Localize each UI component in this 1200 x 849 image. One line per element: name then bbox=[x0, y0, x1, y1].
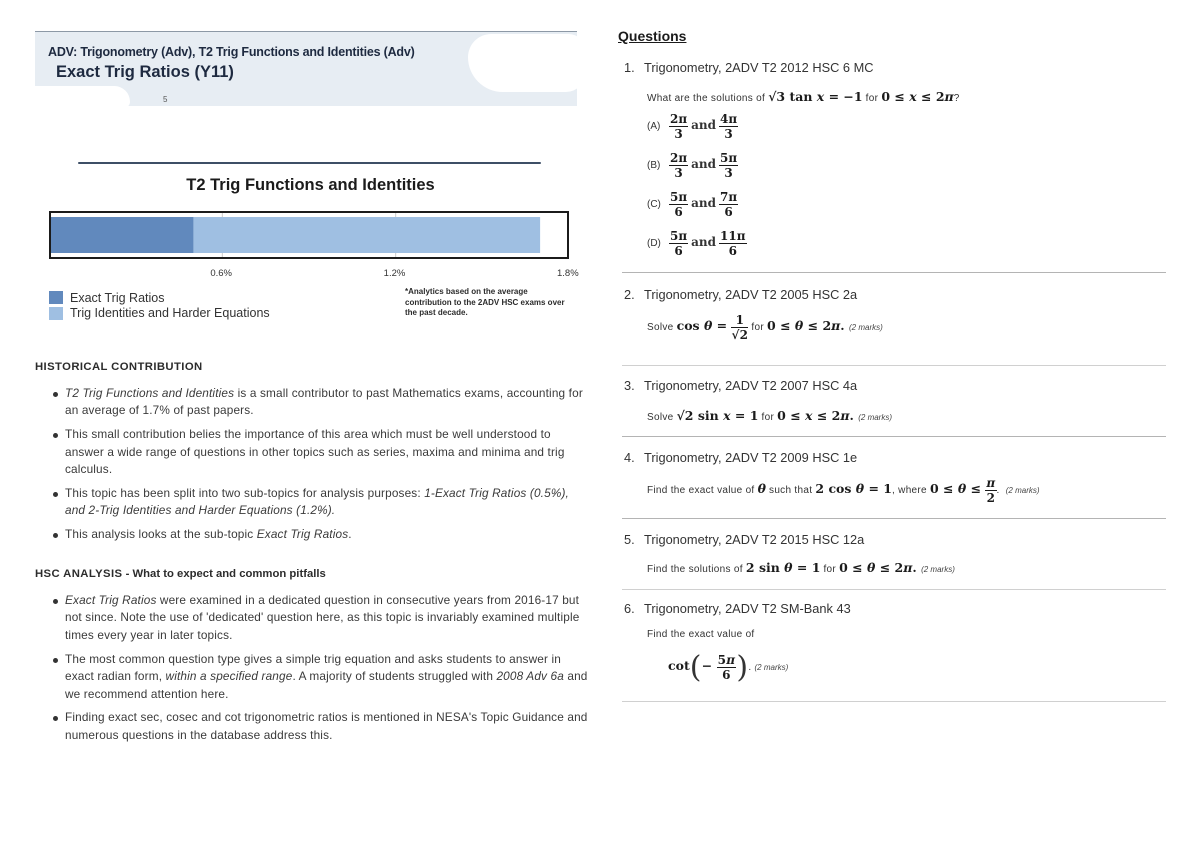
question-title: Trigonometry, 2ADV T2 2015 HSC 12a bbox=[644, 532, 865, 547]
option-label: (D) bbox=[647, 238, 661, 250]
option-b[interactable] bbox=[647, 151, 738, 180]
and-word: and bbox=[691, 118, 717, 133]
hsc-heading-label: HSC ANALYSIS bbox=[35, 568, 123, 580]
question-divider bbox=[622, 589, 1166, 590]
legend-label: Trig Identities and Harder Equations bbox=[70, 306, 270, 321]
marks-label: (2 marks) bbox=[754, 663, 789, 673]
list-item bbox=[35, 526, 590, 543]
numerator: 2π bbox=[670, 112, 688, 126]
question-text: Find the exact value of bbox=[647, 485, 758, 497]
fraction bbox=[669, 190, 688, 219]
legend-item bbox=[49, 306, 270, 322]
chart-legend bbox=[49, 290, 270, 321]
denominator: 3 bbox=[674, 166, 683, 180]
fraction bbox=[985, 476, 996, 505]
question-divider bbox=[622, 701, 1166, 702]
math-expression: θ bbox=[757, 481, 766, 497]
list-item-text: . A majority of students struggled with bbox=[292, 669, 497, 684]
question-text: for bbox=[862, 93, 882, 104]
option-label: (C) bbox=[647, 199, 661, 211]
option-a[interactable] bbox=[647, 112, 738, 141]
math-expression: 0 ≤ θ ≤ 2π. bbox=[767, 318, 850, 334]
numerator: 1 bbox=[731, 313, 748, 328]
header-sub-mark: 5 bbox=[163, 95, 168, 104]
question-divider bbox=[622, 365, 1166, 366]
list-item-text: The most common question type gives a simple trig equation and asks students to answer in exact radian form, bbox=[65, 651, 561, 684]
question-number: 2. bbox=[624, 287, 635, 302]
option-d[interactable] bbox=[647, 229, 747, 258]
question-text: Solve bbox=[647, 412, 677, 423]
denominator: √2 bbox=[731, 328, 749, 342]
chart-frame bbox=[49, 211, 569, 259]
question-number: 4. bbox=[624, 450, 635, 465]
redaction-blob-left bbox=[35, 86, 130, 108]
numerator: 7π bbox=[720, 190, 738, 204]
redaction-blob bbox=[468, 34, 586, 92]
chart-tick-label: 1.8% bbox=[557, 268, 579, 279]
denominator: 3 bbox=[724, 127, 733, 141]
list-item-text: This analysis looks at the sub-topic bbox=[65, 527, 257, 542]
legend-swatch bbox=[49, 307, 63, 320]
fraction bbox=[719, 229, 746, 258]
question-title: Trigonometry, 2ADV T2 SM-Bank 43 bbox=[644, 601, 851, 616]
close-paren: ) bbox=[736, 650, 749, 685]
question-text: ? bbox=[953, 93, 960, 104]
question-3-text bbox=[647, 408, 892, 423]
math-expression: √3 tan x = −1 bbox=[768, 89, 863, 104]
math-expression: 0 ≤ x ≤ 2π. bbox=[777, 408, 859, 423]
list-item-text: were examined in a dedicated question in consecutive years from 2016-17 but not since. Note the use of 'dedicated' question here, as this topic is invariably examined multiple times every year in later topics. bbox=[65, 593, 580, 642]
numerator: 2π bbox=[670, 151, 688, 165]
denominator: 3 bbox=[674, 127, 683, 141]
math-expression: 0 ≤ θ ≤ 2π. bbox=[839, 560, 922, 575]
fraction bbox=[719, 112, 738, 141]
question-text: for bbox=[758, 412, 778, 423]
question-text: for bbox=[820, 564, 840, 575]
question-6-expression: cot(− $\frac{5\pi}{6}$ ). (2 marks) bbox=[668, 650, 789, 685]
list-item bbox=[35, 426, 590, 478]
topic-name: T2 Trig Functions and Identities bbox=[65, 386, 235, 400]
numerator: π bbox=[986, 476, 996, 490]
math-expression: 0 ≤ x ≤ 2π bbox=[881, 89, 954, 104]
list-item-text: Finding exact sec, cosec and cot trigonometric ratios is mentioned in NESA's Topic Guidance and numerous questions in the database address this. bbox=[65, 710, 588, 742]
numerator: 11π bbox=[720, 229, 746, 243]
math-expression: cos θ = bbox=[676, 318, 732, 334]
question-text: such that bbox=[765, 485, 816, 497]
page-title: Exact Trig Ratios (Y11) bbox=[56, 63, 234, 81]
fraction bbox=[719, 190, 738, 219]
question-2-text bbox=[647, 313, 883, 342]
question-text: What are the solutions of bbox=[647, 93, 769, 104]
subtopic-name: Exact Trig Ratios bbox=[65, 593, 157, 607]
header-top-rule bbox=[35, 31, 577, 32]
and-word: and bbox=[691, 157, 717, 172]
math-expression: 0 ≤ θ ≤ bbox=[930, 481, 986, 497]
option-label: (B) bbox=[647, 160, 661, 172]
questions-heading[interactable]: Questions bbox=[618, 28, 687, 44]
question-divider bbox=[622, 272, 1166, 273]
denominator: 2 bbox=[986, 491, 996, 505]
math-expression: 2 sin θ = 1 bbox=[745, 560, 821, 575]
numerator: 5π bbox=[717, 653, 736, 667]
option-c[interactable] bbox=[647, 190, 738, 219]
fraction bbox=[669, 229, 688, 258]
hsc-heading bbox=[35, 568, 326, 580]
numerator: 5π bbox=[720, 151, 738, 165]
section-divider bbox=[78, 162, 541, 164]
list-item bbox=[35, 592, 590, 644]
list-item bbox=[35, 709, 590, 744]
list-item-text: This small contribution belies the importance of this area which must be well understood to answer a wide range of questions in other topics such as series, maxima and minima and trig calculus. bbox=[65, 427, 565, 477]
list-item bbox=[35, 385, 590, 420]
question-text: Solve bbox=[647, 322, 677, 334]
math-expression: √2 sin x = 1 bbox=[676, 408, 759, 423]
question-5-text bbox=[647, 560, 955, 575]
question-6-title[interactable] bbox=[624, 601, 851, 616]
question-1-text bbox=[647, 89, 960, 104]
denominator: 6 bbox=[724, 205, 733, 219]
fraction bbox=[719, 151, 738, 180]
subtopic-breakdown: 1-Exact Trig Ratios (0.5%), and 2-Trig Identities and Harder Equations (1.2%). bbox=[65, 486, 569, 518]
question-number: 6. bbox=[624, 601, 635, 616]
chart-title: T2 Trig Functions and Identities bbox=[186, 176, 435, 194]
question-3-title[interactable] bbox=[624, 378, 857, 393]
denominator: 6 bbox=[674, 244, 683, 258]
list-item-text: and we recommend attention here. bbox=[65, 669, 588, 701]
question-2-title[interactable] bbox=[624, 287, 857, 302]
question-text: where bbox=[895, 485, 930, 497]
open-paren: ( bbox=[689, 650, 702, 685]
punctuation: . bbox=[348, 527, 352, 542]
marks-label: (2 marks) bbox=[858, 413, 893, 422]
denominator: 6 bbox=[728, 244, 737, 258]
numerator: 5π bbox=[670, 229, 688, 243]
question-divider bbox=[622, 518, 1166, 519]
marks-label: (2 marks) bbox=[1005, 486, 1040, 496]
hsc-heading-rest: - What to expect and common pitfalls bbox=[122, 568, 326, 580]
question-text: Find the solutions of bbox=[647, 564, 746, 575]
chart-note: *Analytics based on the average contribution to the 2ADV HSC exams over the past decade. bbox=[405, 287, 565, 317]
question-6-text: Find the exact value of bbox=[647, 629, 755, 640]
math-expression: − bbox=[701, 658, 717, 674]
question-4-text: Find the exact value of θ such that 2 cos θ = 1, where 0 ≤ θ ≤ $\frac{\pi}{2}$ . (2 marks) bbox=[647, 476, 1040, 505]
denominator: 6 bbox=[722, 668, 731, 682]
breadcrumb: ADV: Trigonometry (Adv), T2 Trig Functions and Identities (Adv) bbox=[48, 45, 415, 59]
hsc-list bbox=[35, 592, 590, 751]
legend-label: Exact Trig Ratios bbox=[70, 290, 165, 305]
question-title: Trigonometry, 2ADV T2 2012 HSC 6 MC bbox=[644, 60, 874, 75]
math-expression: cot bbox=[668, 658, 690, 674]
question-title: Trigonometry, 2ADV T2 2005 HSC 2a bbox=[644, 287, 858, 302]
denominator: 6 bbox=[674, 205, 683, 219]
question-title: Trigonometry, 2ADV T2 2009 HSC 1e bbox=[644, 450, 858, 465]
numerator: 4π bbox=[720, 112, 738, 126]
historical-heading: HISTORICAL CONTRIBUTION bbox=[35, 361, 203, 373]
list-item-text: This topic has been split into two sub-topics for analysis purposes: bbox=[65, 486, 425, 501]
marks-label: (2 marks) bbox=[921, 565, 955, 574]
historical-list bbox=[35, 385, 590, 550]
question-number: 3. bbox=[624, 378, 635, 393]
list-item-text: is a small contributor to past Mathematics exams, accounting for an average of 1.7% of past papers. bbox=[65, 386, 583, 418]
question-title: Trigonometry, 2ADV T2 2007 HSC 4a bbox=[644, 378, 858, 393]
question-number: 5. bbox=[624, 532, 635, 547]
math-expression: 2 cos θ = 1 bbox=[815, 481, 892, 497]
question-reference: 2008 Adv 6a bbox=[496, 669, 564, 684]
question-5-title[interactable] bbox=[624, 532, 864, 547]
fraction bbox=[717, 653, 737, 682]
chart-tick-label: 1.2% bbox=[383, 268, 406, 279]
subtopic-name: Exact Trig Ratios bbox=[256, 527, 349, 542]
chart-tick-label: 0.6% bbox=[210, 268, 232, 279]
question-4-title[interactable] bbox=[624, 450, 857, 465]
question-number: 1. bbox=[624, 60, 635, 75]
denominator: 3 bbox=[724, 166, 733, 180]
option-label: (A) bbox=[647, 121, 661, 133]
list-item bbox=[35, 485, 590, 520]
and-word: and bbox=[691, 196, 717, 211]
emphasis: within a specified range bbox=[165, 669, 293, 684]
numerator: 5π bbox=[670, 190, 688, 204]
question-text: for bbox=[748, 322, 768, 334]
list-item bbox=[35, 651, 590, 703]
fraction bbox=[669, 112, 688, 141]
legend-item bbox=[49, 290, 270, 306]
fraction bbox=[731, 313, 748, 342]
and-word: and bbox=[691, 235, 717, 250]
question-1-title[interactable] bbox=[624, 60, 873, 75]
question-divider bbox=[622, 436, 1166, 437]
marks-label: (2 marks) bbox=[849, 323, 883, 333]
fraction bbox=[669, 151, 688, 180]
legend-swatch bbox=[49, 291, 63, 304]
